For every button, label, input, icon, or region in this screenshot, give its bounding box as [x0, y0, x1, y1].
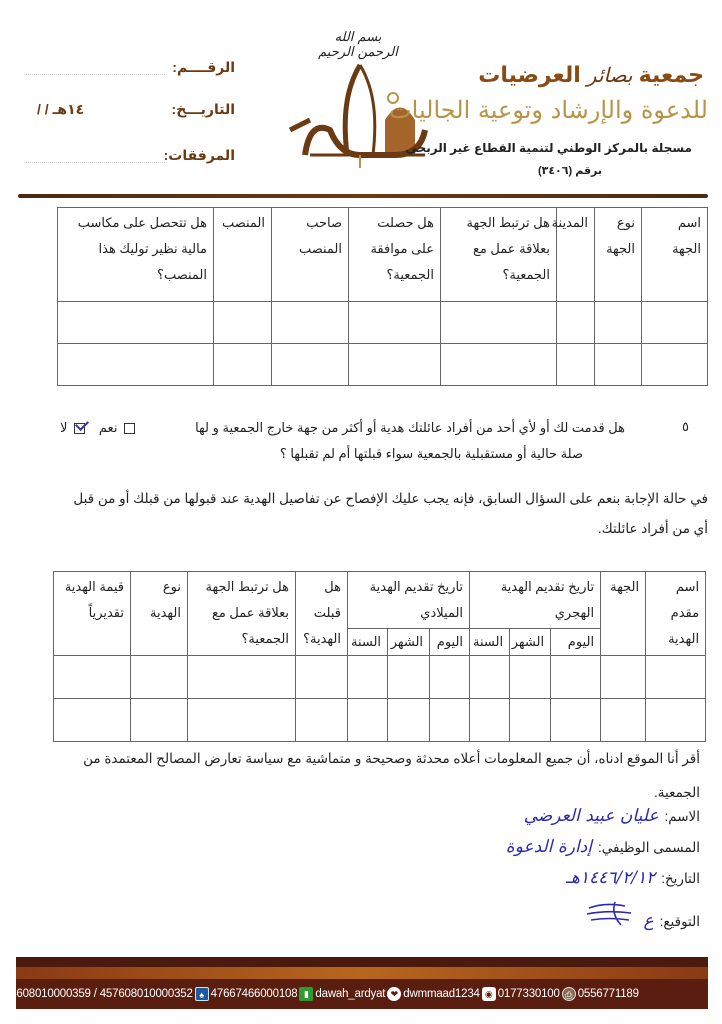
- col-gift-accepted: هل قبلت الهدية؟: [296, 572, 348, 656]
- col-gregorian-date: تاريخ تقديم الهدية الميلادي: [348, 572, 470, 629]
- gifts-header-row: [54, 572, 706, 629]
- twitter-icon: ❤: [387, 987, 401, 1001]
- twitter-handle[interactable]: dawah_ardyat: [315, 988, 386, 1000]
- table-cell[interactable]: [388, 699, 430, 742]
- table-cell[interactable]: [214, 344, 272, 386]
- disclosure-note: في حالة الإجابة بنعم على السؤال السابق، فإنه يجب عليك الإفصاح عن تفاصيل الهدية عند قبولها من قبلك أو من قبل أي من أفراد عائلتك.: [73, 491, 708, 536]
- col-entity-name: اسم الجهة: [642, 208, 708, 302]
- table-cell[interactable]: [646, 656, 706, 699]
- mobile-number: 0556771189: [577, 988, 639, 1000]
- organization-name: [478, 62, 704, 88]
- col-gregorian-day: اليوم: [430, 629, 470, 656]
- table-cell[interactable]: [601, 699, 646, 742]
- col-city: المدينة: [557, 208, 595, 302]
- signer-name-label: الاسم:: [664, 809, 700, 824]
- col-gift-type: نوع الهدية: [131, 572, 188, 656]
- question-5-options: [60, 415, 138, 441]
- table-cell[interactable]: [131, 699, 188, 742]
- sign-date-handwritten[interactable]: ١٤٤٦/٢/١٢هـ: [565, 868, 656, 888]
- table-cell[interactable]: [349, 302, 441, 344]
- fax-number: 0177330100: [497, 988, 560, 1000]
- positions-header-row: [58, 208, 708, 302]
- table-cell[interactable]: [470, 656, 510, 699]
- table-cell[interactable]: [272, 344, 349, 386]
- instagram-icon: ◉: [482, 987, 496, 1001]
- bank-accounts: 34608010000359 / 457608010000352: [4, 988, 193, 1000]
- organization-registration: مسجلة بالمركز الوطني لتنمية القطاع غير الربحي: [405, 141, 692, 155]
- col-gift-entity: الجهة: [601, 572, 646, 656]
- reference-number-field[interactable]: [25, 59, 165, 75]
- job-title-handwritten[interactable]: إدارة الدعوة: [505, 837, 592, 857]
- table-cell[interactable]: [441, 302, 557, 344]
- yes-checkbox[interactable]: [124, 423, 135, 434]
- col-position: المنصب: [214, 208, 272, 302]
- col-gift-work-relation: هل ترتبط الجهة بعلاقة عمل مع الجمعية؟: [188, 572, 296, 656]
- col-gift-value: قيمة الهدية تقديرياً: [54, 572, 131, 656]
- col-gregorian-month: الشهر: [388, 629, 430, 656]
- col-position-holder: صاحب المنصب: [272, 208, 349, 302]
- signature-row: [585, 900, 700, 931]
- table-cell[interactable]: [348, 656, 388, 699]
- table-cell[interactable]: [214, 302, 272, 344]
- col-gift-giver: اسم مقدم الهدية: [646, 572, 706, 656]
- footer-contact-info: [4, 987, 704, 1001]
- table-cell[interactable]: [642, 344, 708, 386]
- fax-icon: ⎙: [562, 987, 576, 1001]
- table-cell[interactable]: [557, 344, 595, 386]
- footer-stripe-dark: [16, 957, 708, 967]
- table-cell[interactable]: [58, 344, 214, 386]
- table-cell[interactable]: [348, 699, 388, 742]
- organization-number: برقم (٣٤٠٦): [537, 165, 602, 177]
- date-field[interactable]: / / ١٤هـ: [37, 101, 85, 117]
- table-row: [58, 344, 708, 386]
- declaration-text: أقر أنا الموقع ادناه، أن جميع المعلومات أعلاه محدثة وصحيحة و متماشية مع سياسة تعارض المصالح المعتمدة من الجمعية.: [83, 751, 700, 800]
- col-financial-gains: هل تتحصل على مكاسب مالية نظير توليك هذا المنصب؟: [58, 208, 214, 302]
- table-cell[interactable]: [296, 699, 348, 742]
- header-divider: [18, 194, 708, 198]
- table-row: [54, 656, 706, 699]
- contact-footer: [4, 957, 708, 1009]
- table-cell[interactable]: [131, 656, 188, 699]
- table-cell[interactable]: [54, 699, 131, 742]
- positions-table: [57, 207, 708, 386]
- bank-icon: ♠: [195, 987, 209, 1001]
- col-approval: هل حصلت على موافقة الجمعية؟: [349, 208, 441, 302]
- col-hijri-day: اليوم: [551, 629, 601, 656]
- sign-date-row: [566, 868, 700, 888]
- organization-subtitle: للدعوة والإرشاد وتوعية الجاليات: [389, 96, 708, 124]
- signer-name-row: [524, 806, 700, 826]
- table-cell[interactable]: [188, 656, 296, 699]
- table-cell[interactable]: [470, 699, 510, 742]
- table-cell[interactable]: [272, 302, 349, 344]
- basmala: بسم الله الرحمن الرحيم: [318, 30, 398, 60]
- signature-label: التوقيع:: [659, 914, 700, 929]
- table-cell[interactable]: [551, 699, 601, 742]
- table-cell[interactable]: [557, 302, 595, 344]
- table-cell[interactable]: [188, 699, 296, 742]
- no-checkbox-checked[interactable]: [74, 423, 85, 434]
- col-hijri-month: الشهر: [510, 629, 551, 656]
- table-cell[interactable]: [58, 302, 214, 344]
- attachments-label: المرفقات:: [163, 146, 235, 163]
- reference-number-row: [25, 56, 235, 78]
- col-hijri-date: تاريخ تقديم الهدية الهجري: [470, 572, 601, 629]
- date-label: التاريـــخ:: [171, 100, 235, 117]
- reference-number-label: الرقــــم:: [172, 58, 235, 75]
- table-row: [54, 699, 706, 742]
- table-row: [58, 302, 708, 344]
- table-cell[interactable]: [595, 344, 642, 386]
- donation-box-icon: ▮: [299, 987, 313, 1001]
- job-title-row: [506, 837, 700, 857]
- table-cell[interactable]: [388, 656, 430, 699]
- org-name-part3: العرضيات: [478, 62, 581, 87]
- attachments-field[interactable]: [25, 147, 165, 163]
- table-cell[interactable]: [430, 699, 470, 742]
- table-cell[interactable]: [642, 302, 708, 344]
- footer-stripe-gold: [16, 967, 708, 979]
- org-name-part1: جمعية: [638, 62, 704, 87]
- attachments-row: [25, 144, 235, 166]
- sign-date-label: التاريخ:: [661, 871, 700, 886]
- col-hijri-year: السنة: [470, 629, 510, 656]
- instagram-handle[interactable]: dwmmaad1234: [403, 988, 480, 1000]
- question-5: [60, 415, 625, 467]
- table-cell[interactable]: [430, 656, 470, 699]
- table-cell[interactable]: [646, 699, 706, 742]
- gifts-table: [53, 571, 706, 742]
- table-cell[interactable]: [601, 656, 646, 699]
- org-name-part2: بصائر: [586, 63, 633, 87]
- date-row: [25, 98, 235, 120]
- table-cell[interactable]: [595, 302, 642, 344]
- col-entity-type: نوع الجهة: [595, 208, 642, 302]
- question-number: ٥: [682, 419, 689, 434]
- table-cell[interactable]: [296, 656, 348, 699]
- col-work-relation: هل ترتبط الجهة بعلاقة عمل مع الجمعية؟: [441, 208, 557, 302]
- table-cell[interactable]: [54, 656, 131, 699]
- signer-name-handwritten[interactable]: عليان عبيد العرضي: [523, 806, 659, 826]
- table-cell[interactable]: [510, 699, 551, 742]
- question-5-text-line1: هل قدمت لك أو لأي أحد من أفراد عائلتك هدية أو أكثر من جهة خارج الجمعية و لها: [195, 420, 625, 435]
- question-5-text-line2: صلة حالية أو مستقبلية بالجمعية سواء قبلتها أم لم تقبلها ؟: [279, 446, 583, 461]
- table-cell[interactable]: [551, 656, 601, 699]
- table-cell[interactable]: [441, 344, 557, 386]
- no-label: لا: [60, 420, 68, 435]
- signature-initial: ع: [643, 911, 654, 931]
- table-cell[interactable]: [349, 344, 441, 386]
- yes-label: نعم: [98, 420, 118, 435]
- col-gregorian-year: السنة: [348, 629, 388, 656]
- donation-number: 47667466000108: [210, 988, 298, 1000]
- table-cell[interactable]: [510, 656, 551, 699]
- job-title-label: المسمى الوظيفي:: [597, 840, 700, 855]
- handwritten-signature-mark[interactable]: [585, 900, 635, 926]
